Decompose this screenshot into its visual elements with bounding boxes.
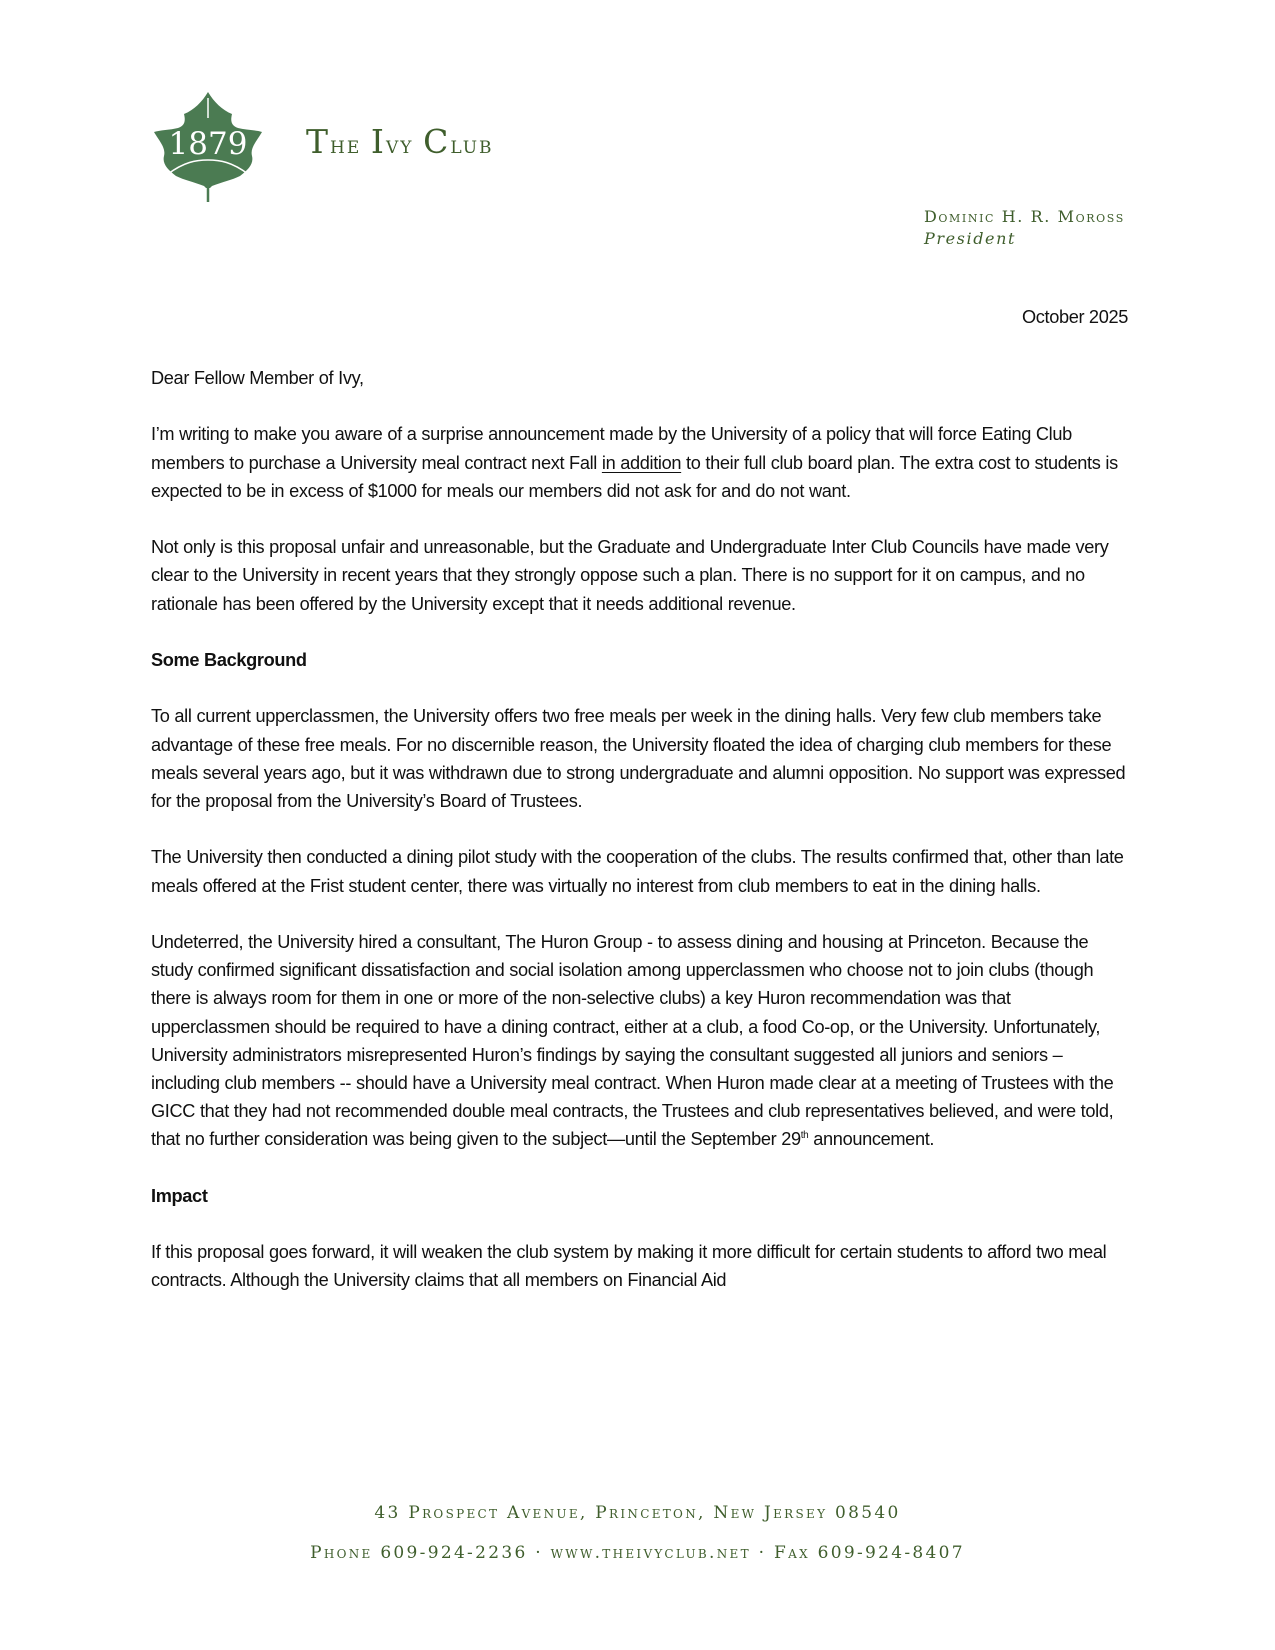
sender-title: President [924, 229, 1017, 248]
paragraph-4: The University then conducted a dining pilot study with the cooperation of the clubs. The results confirmed that, other than late meals offered at the Frist student center, there was virtually no interest from club members to eat in the dining halls. [151, 847, 1124, 896]
paragraph-3: To all current upperclassmen, the University offers two free meals per week in the dining halls. Very few club members take advantage of these free meals. For no discernible reason, the University floated the idea of charging club members for these meals several years ago, but it was withdrawn due to strong undergraduate and alumni opposition. No support was expressed for the proposal from the University’s Board of Trustees. [151, 706, 1126, 811]
club-name-initial-1: T [306, 122, 331, 161]
paragraph-5-start: Undeterred, the University hired a consultant, The Huron Group - to assess dining and housing at Princeton. Because the study confirmed significant dissatisfaction and social isolation among upperclassmen who choose not to join clubs (though there is always room for them in one or more of the non-selective clubs) a key Huron recommendation was that upperclassmen should be required to have a dining contract, either at a club, a food Co-op, or the University. Unfortunately, University administrators misrepresented Huron’s findings by saying the consultant suggested all juniors and seniors – including club members -- should have a University meal contract. When Huron made clear at a meeting of Trustees with the GICC that they had not recommended double meal contracts, the Trustees and club representatives believed, and were told, that no further consideration was being given to the subject—until the September 29 [151, 931, 1114, 1150]
club-name [306, 122, 494, 161]
club-name-rest-2: vy [385, 131, 424, 159]
paragraph-5-end: announcement. [808, 1129, 935, 1150]
salutation: Dear Fellow Member of Ivy, [151, 368, 364, 388]
paragraph-2: Not only is this proposal unfair and unreasonable, but the Graduate and Undergraduate Inter Club Councils have made very clear to the University in recent years that they strongly oppose such a plan. There is no support for it on campus, and no rationale has been offered by the University except that it needs additional revenue. [151, 537, 1109, 614]
sender-block [924, 206, 1125, 250]
paragraph-6: If this proposal goes forward, it will weaken the club system by making it more difficult for certain students to afford two meal contracts. Although the University claims that all members on Financial Aid [151, 1242, 1107, 1291]
footer-address: 43 Prospect Avenue, Princeton, New Jersey 08540 [374, 1503, 901, 1523]
letter-date: October 2025 [1021, 307, 1128, 327]
logo-year: 1879 [168, 126, 248, 162]
club-name-initial-2: I [370, 122, 386, 161]
footer-contact: Phone 609-924-2236 · www.theivyclub.net · Fax 609-924-8407 [310, 1543, 965, 1563]
paragraph-1-end: to their full club board plan. The extra cost to students is expected to be in excess of $1000 for meals our members did not ask for and do not want. [151, 452, 1118, 501]
emphasis-in-addition: in addition [601, 452, 682, 473]
paragraph-1-start: I’m writing to make you aware of a surprise announcement made by the University of a policy that will force Eating Club members to purchase a University meal contract next Fall [151, 424, 1072, 473]
ivy-leaf-logo-icon [150, 88, 266, 206]
club-name-initial-3: C [423, 122, 451, 161]
paragraph-5 [151, 928, 1128, 1154]
heading-some-background: Some Background [151, 649, 307, 670]
letter-body [151, 364, 1128, 1295]
paragraph-1 [151, 420, 1128, 505]
ordinal-suffix: th [800, 1130, 809, 1142]
heading-impact: Impact [151, 1185, 208, 1206]
club-name-rest-3: lub [450, 131, 494, 159]
sender-name: Dominic H. R. Moross [924, 207, 1125, 226]
club-name-rest-1: he [330, 131, 371, 159]
